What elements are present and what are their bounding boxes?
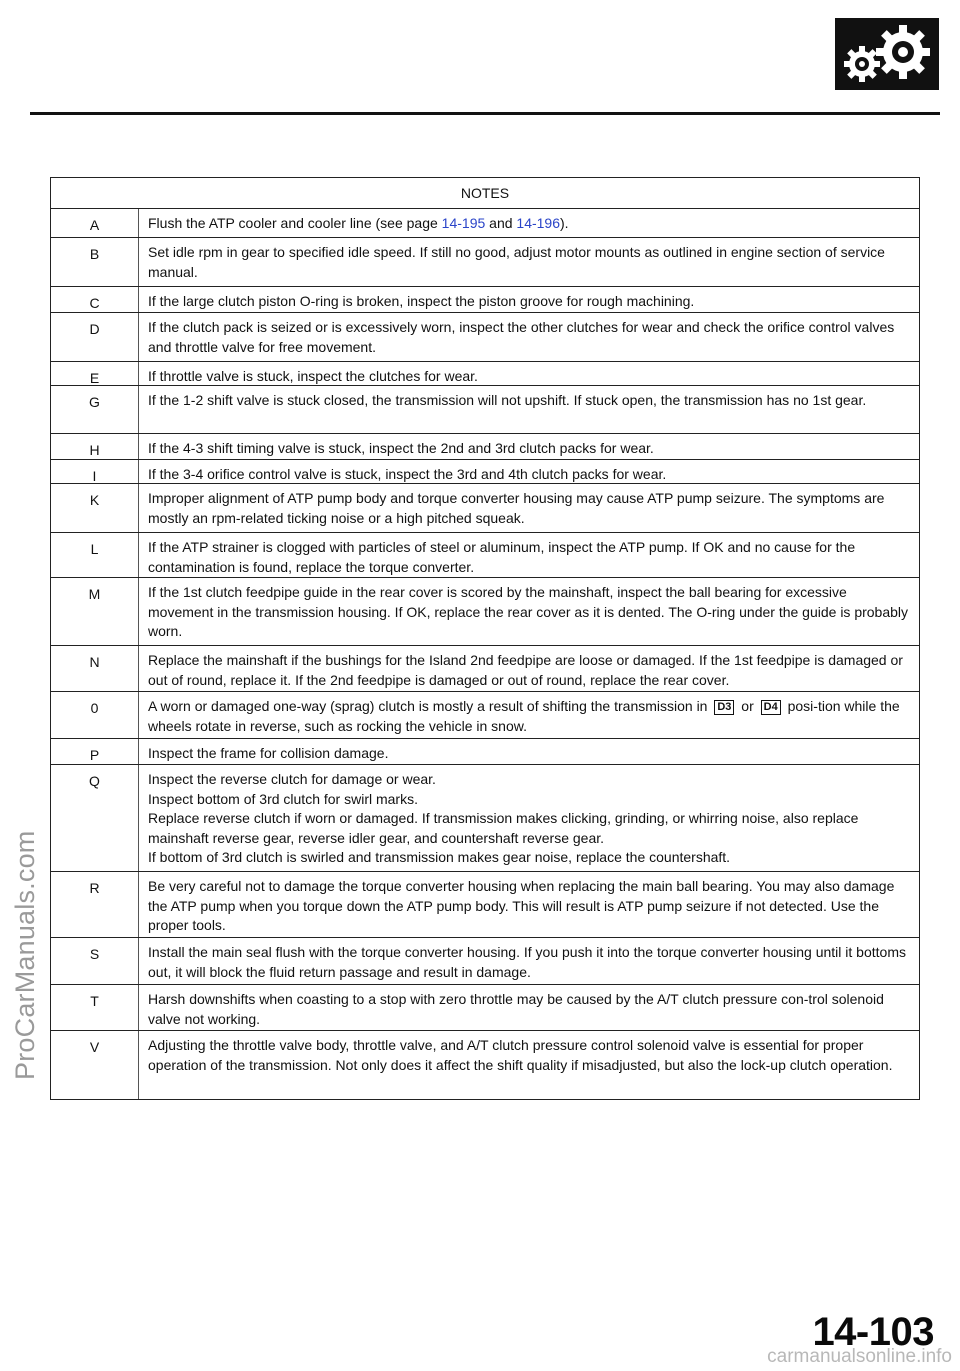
note-row-d <box>51 313 919 362</box>
note-row-e <box>51 362 919 386</box>
note-row-a <box>51 209 919 238</box>
note-key: H <box>51 434 139 459</box>
d3-position-icon: D3 <box>714 700 734 715</box>
note-key: M <box>51 578 139 645</box>
note-key: A <box>51 209 139 237</box>
gears-icon <box>835 18 939 90</box>
note-row-0 <box>51 692 919 739</box>
note-row-c <box>51 287 919 313</box>
note-row-r <box>51 872 919 938</box>
note-key: E <box>51 362 139 385</box>
note-key: I <box>51 460 139 483</box>
note-text: If the 4-3 shift timing valve is stuck, inspect the 2nd and 3rd clutch packs for wear. <box>148 440 654 456</box>
note-line: Inspect the reverse clutch for damage or wear. <box>148 771 436 787</box>
notes-table <box>50 177 920 1100</box>
note-key: 0 <box>51 692 139 738</box>
note-key: V <box>51 1031 139 1099</box>
bottom-watermark: carmanualsonline.info <box>767 1346 952 1367</box>
page-link-14-195[interactable]: 14-195 <box>441 215 486 231</box>
note-row-s <box>51 938 919 985</box>
note-text-part: Flush the ATP cooler and cooler line (see page <box>148 215 442 231</box>
note-key: R <box>51 872 139 937</box>
note-row-h <box>51 434 919 460</box>
note-text: If throttle valve is stuck, inspect the clutches for wear. <box>148 368 478 384</box>
note-text: Inspect the frame for collision damage. <box>148 745 389 761</box>
note-key: D <box>51 313 139 361</box>
note-text <box>139 765 919 871</box>
note-text: Harsh downshifts when coasting to a stop with zero throttle may be caused by the A/T clutch pressure con-trol solenoid valve not working. <box>148 991 884 1027</box>
note-text: Be very careful not to damage the torque converter housing when replacing the main ball bearing. You may also damage the ATP pump when you torque down the ATP pump body. This will result is ATP pump seizure if not detected. Use the proper tools. <box>148 878 895 933</box>
note-text <box>139 209 919 237</box>
d4-position-icon: D4 <box>761 700 781 715</box>
note-row-t <box>51 985 919 1031</box>
note-line: Replace reverse clutch if worn or damaged. If transmission makes clicking, grinding, or whirring noise, also replace mainshaft reverse gear, reverse idler gear, and countershaft reverse gear. <box>148 810 859 846</box>
note-text: Set idle rpm in gear to specified idle speed. If still no good, adjust motor mounts as outlined in engine section of service manual. <box>148 244 885 280</box>
gears-badge <box>835 18 939 90</box>
note-text: Install the main seal flush with the torque converter housing. If you push it into the torque converter housing until it bottoms out, it will block the fluid return passage and result in damage. <box>148 944 906 980</box>
note-text-part: ). <box>560 215 569 231</box>
note-key: L <box>51 533 139 577</box>
note-text-part: posi-tion while the wheels rotate in reverse, such as rocking the vehicle in snow. <box>148 698 900 734</box>
note-row-g <box>51 386 919 434</box>
note-text: If the 1st clutch feedpipe guide in the rear cover is scored by the mainshaft, inspect the ball bearing for excessive movement in the transmission housing. If OK, replace the rear cover as it is dented. The O-ring under the guide is probably worn. <box>148 584 909 639</box>
note-text: Adjusting the throttle valve body, throttle valve, and A/T clutch pressure control solenoid valve is essential for proper operation of the transmission. Not only does it affect the shift quality if misadjusted, but also the lock-up clutch operation. <box>148 1037 893 1073</box>
note-row-q <box>51 765 919 872</box>
note-text: If the clutch pack is seized or is excessively worn, inspect the other clutches for wear and check the orifice control valves and throttle valve for free movement. <box>148 319 895 355</box>
note-line: If bottom of 3rd clutch is swirled and transmission makes gear noise, replace the countershaft. <box>148 849 731 865</box>
note-line: Inspect bottom of 3rd clutch for swirl marks. <box>148 790 418 807</box>
note-key: N <box>51 646 139 691</box>
note-key: C <box>51 287 139 312</box>
note-key: Q <box>51 765 139 871</box>
page-number: 14-103 <box>812 1310 934 1354</box>
note-row-k <box>51 484 919 533</box>
note-row-l <box>51 533 919 578</box>
note-key: K <box>51 484 139 532</box>
note-key: S <box>51 938 139 984</box>
note-text: If the ATP strainer is clogged with particles of steel or aluminum, inspect the ATP pump. If OK and no cause for the contamination is found, replace the torque converter. <box>148 539 856 575</box>
note-key: B <box>51 238 139 286</box>
note-text: If the 1-2 shift valve is stuck closed, the transmission will not upshift. If stuck open, the transmission has no 1st gear. <box>148 392 867 408</box>
note-text: If the 3-4 orifice control valve is stuck, inspect the 3rd and 4th clutch packs for wear. <box>148 466 667 482</box>
note-row-n <box>51 646 919 692</box>
notes-header: NOTES <box>51 178 919 209</box>
note-text-part: A worn or damaged one-way (sprag) clutch is mostly a result of shifting the transmission in <box>148 698 712 714</box>
note-text: Improper alignment of ATP pump body and torque converter housing may cause ATP pump seizure. The symptoms are mostly an rpm-related ticking noise or a high pitched squeak. <box>148 490 885 526</box>
side-watermark: ProCarManuals.com <box>10 830 40 1080</box>
note-text-part: and <box>485 215 517 231</box>
note-row-m <box>51 578 919 646</box>
note-text <box>139 692 919 738</box>
note-text: If the large clutch piston O-ring is broken, inspect the piston groove for rough machining. <box>148 293 695 309</box>
note-key: P <box>51 739 139 764</box>
note-text-part: or <box>737 698 758 714</box>
note-key: T <box>51 985 139 1030</box>
note-row-b <box>51 238 919 287</box>
page-link-14-196[interactable]: 14-196 <box>516 215 560 231</box>
header-rule <box>30 112 940 115</box>
note-row-i <box>51 460 919 484</box>
note-text: Replace the mainshaft if the bushings for the Island 2nd feedpipe are loose or damaged. If the 1st feedpipe is damaged or out of round, replace it. If the 2nd feedpipe is damaged or out of round, replace the rear cover. <box>148 652 903 688</box>
note-row-v <box>51 1031 919 1099</box>
note-key: G <box>51 386 139 433</box>
note-row-p <box>51 739 919 765</box>
